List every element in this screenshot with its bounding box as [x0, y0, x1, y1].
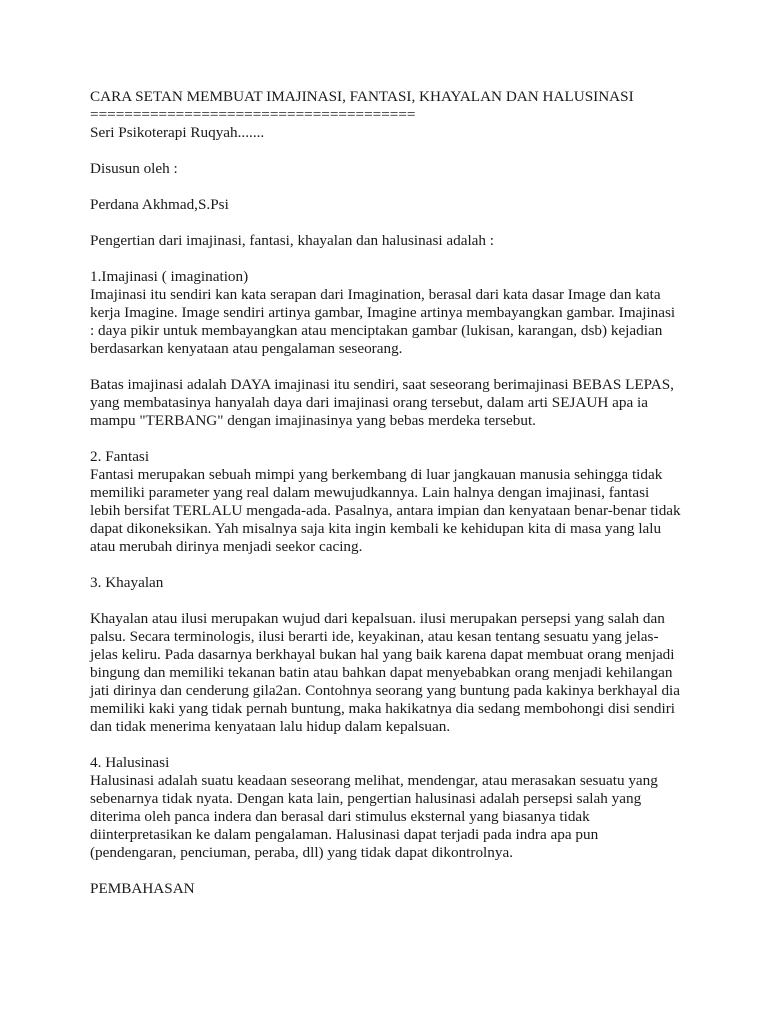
closing-heading: PEMBAHASAN: [90, 880, 195, 897]
document-page: [90, 88, 690, 898]
paragraph-line: kerja Imagine. Image sendiri artinya gambar, Imagine artinya membayangkan gambar. Imajinasi: [90, 304, 676, 321]
paragraph-line: diinterpretasikan ke dalam pengalaman. Halusinasi dapat terjadi pada indra apa pun: [90, 826, 599, 843]
paragraph-line: yang membatasinya hanyalah daya dari imajinasi orang tersebut, dalam arti SEJAUH apa ia: [90, 394, 648, 411]
paragraph-line: sebenarnya tidak nyata. Dengan kata lain, pengertian halusinasi adalah persepsi salah yang: [90, 790, 642, 807]
paragraph-line: jati dirinya dan cenderung gila2an. Contohnya seorang yang buntung pada kakinya berkhayal dia: [90, 682, 681, 699]
paragraph-line: Fantasi merupakan sebuah mimpi yang berkembang di luar jangkauan manusia sehingga tidak: [90, 466, 663, 483]
paragraph-line: bingung dan memiliki tekanan batin atau bahkan dapat menyebabkan orang menjadi kehilangan: [90, 664, 673, 681]
intro-text: Pengertian dari imajinasi, fantasi, khayalan dan halusinasi adalah :: [90, 232, 495, 249]
section-heading-fantasi: 2. Fantasi: [90, 448, 150, 465]
compiled-by-label: Disusun oleh :: [90, 160, 178, 177]
paragraph-khayalan: [90, 610, 690, 736]
title-separator: ======================================: [90, 106, 416, 123]
paragraph-line: lebih bersifat TERLALU mengada-ada. Pasalnya, antara impian dan kenyataan benar-benar tidak: [90, 502, 681, 519]
series-label: Seri Psikoterapi Ruqyah.......: [90, 124, 265, 141]
paragraph-line: mampu "TERBANG" dengan imajinasinya yang bebas merdeka tersebut.: [90, 412, 536, 429]
paragraph-line: Imajinasi itu sendiri kan kata serapan dari Imagination, berasal dari kata dasar Image dan kata: [90, 286, 661, 303]
paragraph-line: memiliki parameter yang real dalam mewujudkannya. Lain halnya dengan imajinasi, fantasi: [90, 484, 650, 501]
paragraph-line: Khayalan atau ilusi merupakan wujud dari kepalsuan. ilusi merupakan persepsi yang salah dan: [90, 610, 665, 627]
paragraph-line: : daya pikir untuk membayangkan atau menciptakan gambar (lukisan, karangan, dsb) kejadian: [90, 322, 663, 339]
paragraph-halusinasi: [90, 772, 690, 862]
paragraph-line: palsu. Secara terminologis, ilusi berarti ide, keyakinan, atau kesan tentang sesuatu yang jelas-: [90, 628, 659, 645]
paragraph-line: (pendengaran, penciuman, peraba, dll) yang tidak dapat dikontrolnya.: [90, 844, 513, 861]
paragraph-line: dapat dikoneksikan. Yah misalnya saja kita ingin kembali ke kehidupan kita di masa yang lalu: [90, 520, 662, 537]
paragraph-imajinasi-2: [90, 376, 690, 430]
section-heading-imajinasi: 1.Imajinasi ( imagination): [90, 268, 249, 285]
section-heading-halusinasi: 4. Halusinasi: [90, 754, 170, 771]
paragraph-line: Batas imajinasi adalah DAYA imajinasi itu sendiri, saat seseorang berimajinasi BEBAS LEPAS,: [90, 376, 674, 393]
author-name: Perdana Akhmad,S.Psi: [90, 196, 229, 213]
paragraph-imajinasi-1: [90, 286, 690, 358]
paragraph-line: atau merubah dirinya menjadi seekor cacing.: [90, 538, 363, 555]
paragraph-line: diterima oleh panca indera dan berasal dari stimulus eksternal yang biasanya tidak: [90, 808, 590, 825]
paragraph-fantasi: [90, 466, 690, 556]
paragraph-line: berdasarkan kenyataan atau pengalaman seseorang.: [90, 340, 403, 357]
paragraph-line: Halusinasi adalah suatu keadaan seseorang melihat, mendengar, atau merasakan sesuatu yang: [90, 772, 658, 789]
paragraph-line: jelas keliru. Pada dasarnya berkhayal bukan hal yang baik karena dapat membuat orang menjadi: [90, 646, 675, 663]
section-heading-khayalan: 3. Khayalan: [90, 574, 164, 591]
document-title: CARA SETAN MEMBUAT IMAJINASI, FANTASI, KHAYALAN DAN HALUSINASI: [90, 88, 634, 105]
paragraph-line: dan tidak menerima kenyataan lalu hidup dalam kepalsuan.: [90, 718, 451, 735]
paragraph-line: memiliki kaki yang tidak pernah buntung, maka hakikatnya dia sedang membohongi disi sendiri: [90, 700, 676, 717]
